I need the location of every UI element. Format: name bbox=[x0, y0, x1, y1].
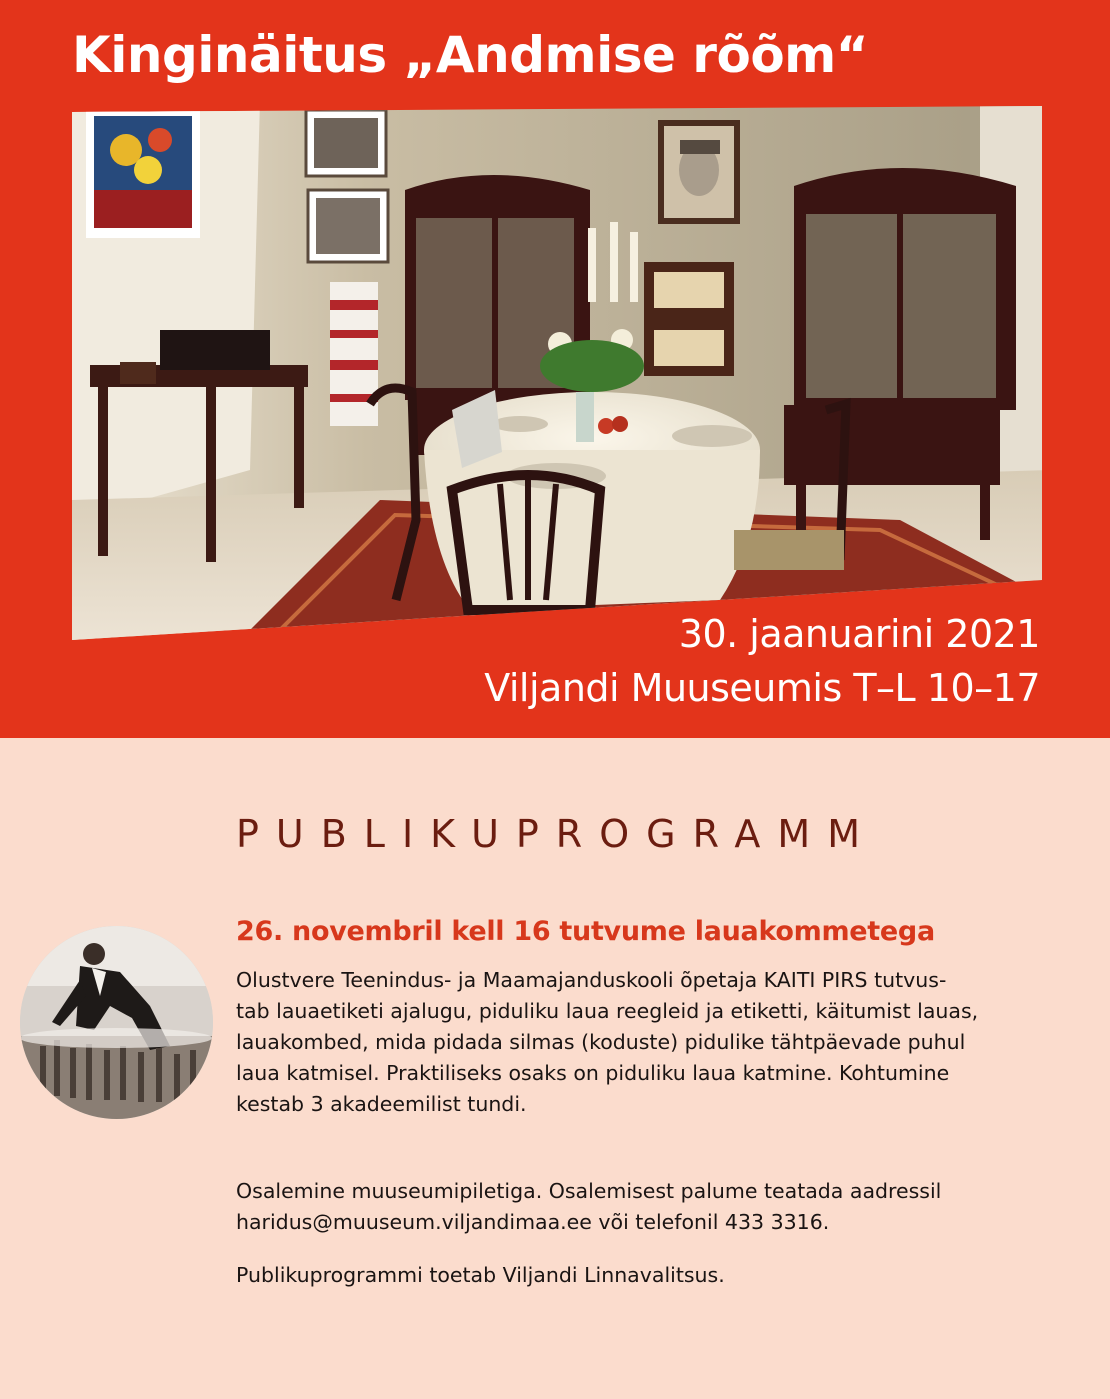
exhibition-location-hours: Viljandi Muuseumis T–L 10–17 bbox=[484, 666, 1040, 710]
exhibition-end-date: 30. jaanuarini 2021 bbox=[678, 612, 1040, 656]
program-heading: PUBLIKUPROGRAMM bbox=[236, 812, 877, 856]
registration-line: Osalemine muuseumipiletiga. Osalemisest palume teatada aadressil bbox=[236, 1179, 942, 1203]
event-title: 26. novembril kell 16 tutvume lauakommetega bbox=[236, 916, 935, 947]
registration-line: haridus@muuseum.viljandimaa.ee või telefonil 433 3316. bbox=[236, 1210, 830, 1234]
description-line: laua katmisel. Praktiliseks osaks on piduliku laua katmine. Kohtumine bbox=[236, 1061, 950, 1085]
waiter-photo bbox=[20, 926, 213, 1119]
event-description bbox=[236, 965, 1076, 1120]
sponsor-line: Publikuprogrammi toetab Viljandi Linnavalitsus. bbox=[236, 1263, 725, 1287]
sponsor-note bbox=[236, 1260, 1076, 1291]
description-line: kestab 3 akadeemilist tundi. bbox=[236, 1092, 527, 1116]
registration-info bbox=[236, 1176, 1076, 1238]
description-line: Olustvere Teenindus- ja Maamajanduskooli õpetaja KAITI PIRS tutvus- bbox=[236, 968, 947, 992]
description-line: tab lauaetiketi ajalugu, piduliku laua reegleid ja etiketti, käitumist lauas, bbox=[236, 999, 979, 1023]
description-line: lauakombed, mida pidada silmas (koduste) pidulike tähtpäevade puhul bbox=[236, 1030, 966, 1054]
exhibition-title: Kinginäitus „Andmise rõõm“ bbox=[72, 26, 869, 84]
